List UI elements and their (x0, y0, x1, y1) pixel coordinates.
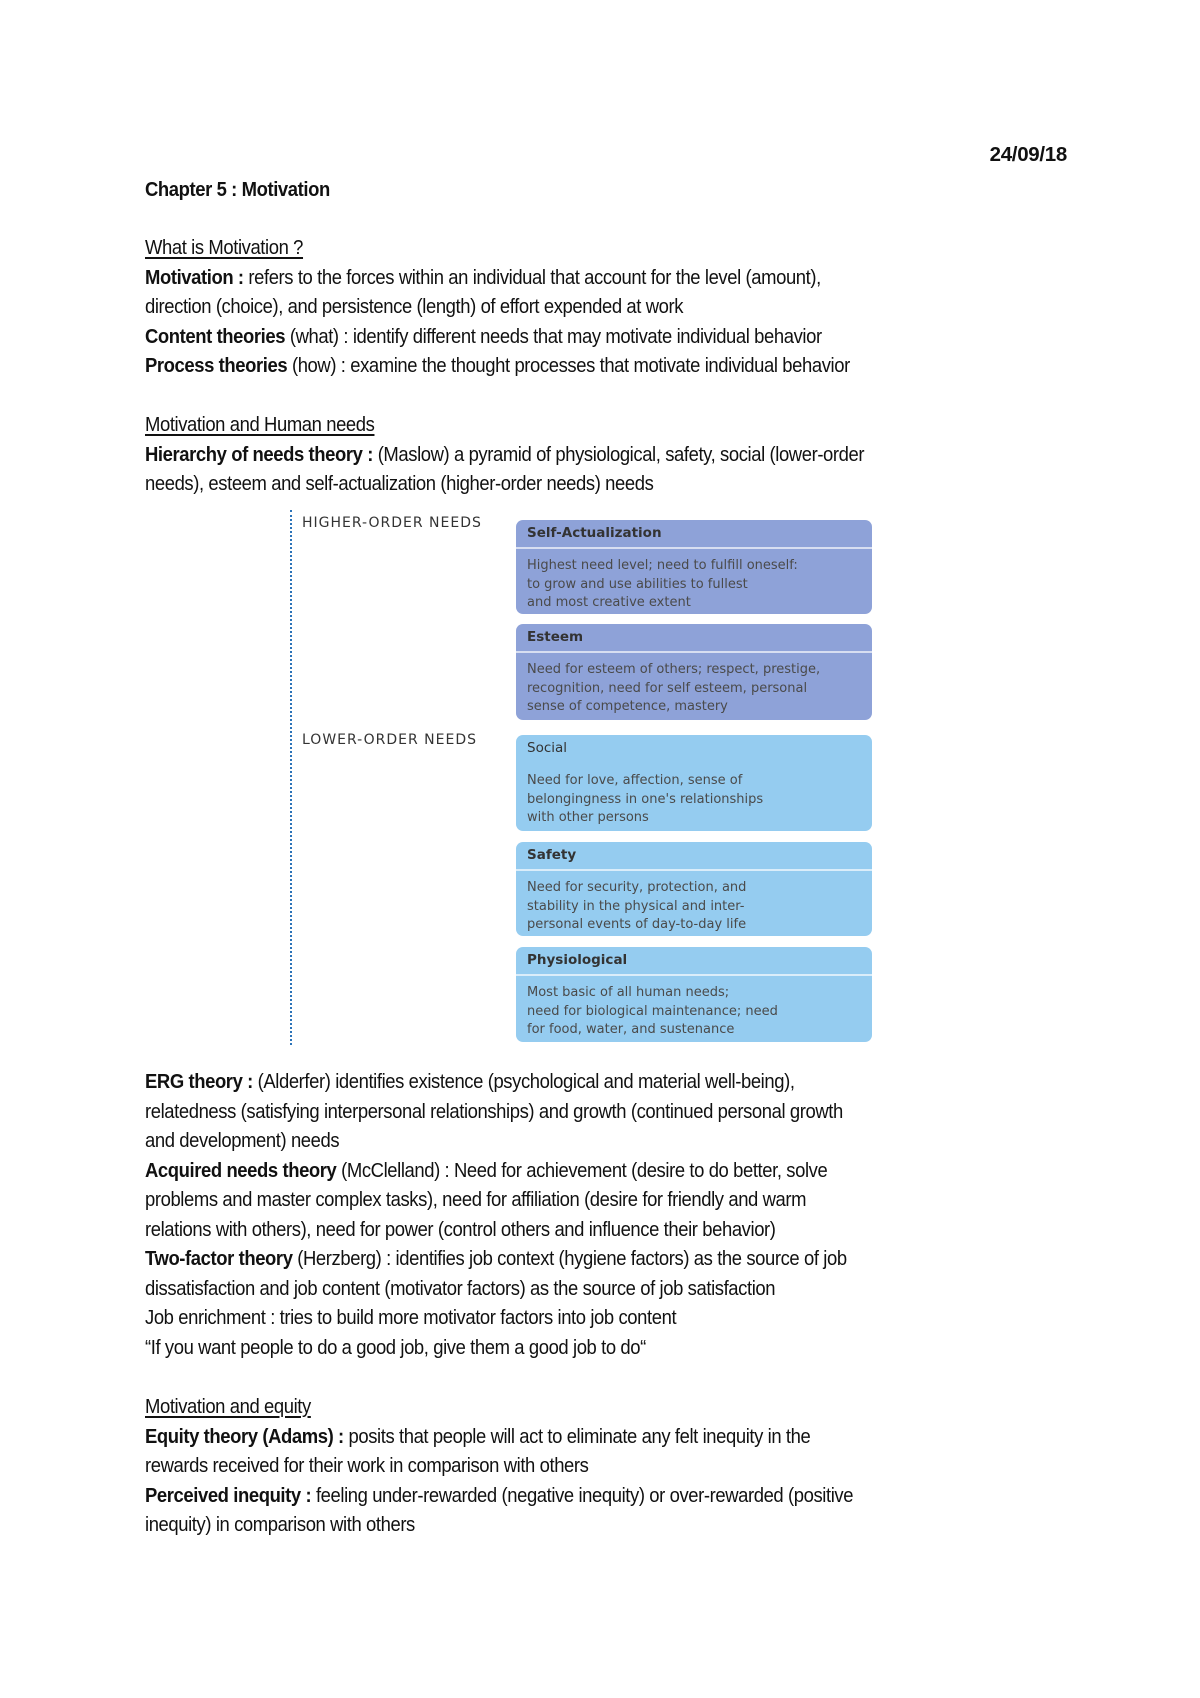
section-heading: Motivation and equity (145, 1395, 311, 1418)
maslow-hierarchy-diagram (290, 510, 880, 1045)
need-title: Safety (516, 842, 872, 871)
definition-text: refers to the forces within an individual that account for the level (amount), (243, 265, 821, 289)
definition-text: (how) : examine the thought processes that motivate individual behavior (287, 354, 850, 377)
need-title: Social (527, 740, 568, 756)
dotted-divider (290, 510, 292, 1045)
desc-line: Highest need level; need to fulfill oneself: (527, 558, 798, 573)
definition-two-factor (145, 1244, 964, 1274)
need-box-safety (516, 842, 872, 936)
definition-text: (Alderfer) identifies existence (psychological and material well-being), (252, 1070, 795, 1093)
need-description (516, 653, 872, 720)
need-box-esteem (516, 624, 872, 720)
definition-text: (what) : identify different needs that may motivate individual behavior (285, 324, 822, 348)
need-box-physiological (516, 947, 872, 1042)
document-date: 24/09/18 (989, 143, 1067, 166)
need-description (516, 549, 872, 614)
definition-erg-cont: relatedness (satisfying interpersonal relationships) and growth (continued personal growth (145, 1099, 843, 1123)
higher-order-label: HIGHER-ORDER NEEDS (302, 515, 482, 531)
desc-line: need for biological maintenance; need (527, 1003, 778, 1019)
need-title: Physiological (516, 947, 872, 976)
definition-perceived-inequity (145, 1481, 964, 1511)
definition-motivation-cont: direction (choice), and persistence (length) of effort expended at work (145, 295, 684, 318)
definition-acquired (145, 1156, 964, 1186)
term: Hierarchy of needs theory : (145, 442, 373, 466)
definition-equity-cont: rewards received for their work in comparison with others (145, 1454, 589, 1477)
definition-erg-cont: and development) needs (145, 1129, 340, 1152)
chapter-title: Chapter 5 : Motivation (145, 178, 330, 201)
need-description (516, 871, 872, 936)
section-equity (145, 1392, 964, 1540)
job-enrichment: Job enrichment : tries to build more motivator factors into job content (145, 1306, 677, 1329)
desc-line: recognition, need for self esteem, personal (527, 680, 808, 696)
need-box-self-actualization (516, 520, 872, 614)
definition-motivation (145, 263, 964, 293)
desc-line: personal events of day-to-day life (527, 917, 747, 932)
definition-text: posits that people will act to eliminate any felt inequity in the (343, 1424, 811, 1448)
definition-text: feeling under-rewarded (negative inequity) or over-rewarded (positive (311, 1483, 854, 1507)
definition-text: (Maslow) a pyramid of physiological, safety, social (lower-order (372, 442, 865, 466)
need-description (516, 976, 872, 1042)
desc-line: for food, water, and sustenance (527, 1022, 735, 1037)
term: Process theories (145, 354, 288, 377)
section-heading: What is Motivation ? (145, 236, 304, 259)
term: Motivation : (145, 265, 244, 289)
definition-content-theories (145, 322, 964, 352)
section-human-needs (145, 410, 964, 499)
section-what-is-motivation (145, 233, 964, 381)
definition-process-theories (145, 351, 964, 381)
definition-hierarchy-cont: needs), esteem and self-actualization (higher-order needs) needs (145, 472, 654, 495)
term: Two-factor theory (145, 1247, 293, 1270)
definition-two-factor-cont: dissatisfaction and job content (motivator factors) as the source of job satisfaction (145, 1276, 776, 1300)
desc-line: to grow and use abilities to fullest (527, 576, 748, 592)
desc-line: with other persons (527, 810, 649, 825)
definition-equity-theory (145, 1422, 964, 1452)
term: Perceived inequity : (145, 1483, 312, 1507)
desc-line: belongingness in one's relationships (527, 791, 764, 807)
lower-order-label: LOWER-ORDER NEEDS (302, 732, 477, 748)
need-title: Esteem (516, 624, 872, 653)
desc-line: and most creative extent (527, 595, 691, 610)
term: Content theories (145, 324, 286, 348)
desc-line: stability in the physical and inter- (527, 898, 745, 914)
definition-erg (145, 1067, 964, 1097)
definition-perceived-cont: inequity) in comparison with others (145, 1513, 415, 1536)
definition-text: (Herzberg) : identifies job context (hygiene factors) as the source of job (292, 1247, 847, 1270)
desc-line: Most basic of all human needs; (527, 985, 730, 1000)
definition-text: (McClelland) : Need for achievement (desire to do better, solve (336, 1158, 828, 1182)
desc-line: Need for love, affection, sense of (527, 773, 743, 788)
need-description (516, 764, 872, 831)
definition-acquired-cont: problems and master complex tasks), need for affiliation (desire for friendly and warm (145, 1188, 807, 1211)
definition-acquired-cont: relations with others), need for power (control others and influence their behavior) (145, 1217, 776, 1241)
need-box-social (516, 735, 872, 831)
theories-list (145, 1067, 964, 1362)
desc-line: sense of competence, mastery (527, 699, 728, 714)
section-heading: Motivation and Human needs (145, 413, 375, 436)
definition-hierarchy (145, 440, 964, 470)
desc-line: Need for security, protection, and (527, 880, 747, 895)
term: Acquired needs theory (145, 1158, 337, 1182)
quote: “If you want people to do a good job, give them a good job to do“ (145, 1335, 646, 1359)
term: ERG theory : (145, 1070, 253, 1093)
term: Equity theory (Adams) : (145, 1424, 344, 1448)
desc-line: Need for esteem of others; respect, prestige, (527, 662, 821, 677)
need-title: Self-Actualization (516, 520, 872, 549)
